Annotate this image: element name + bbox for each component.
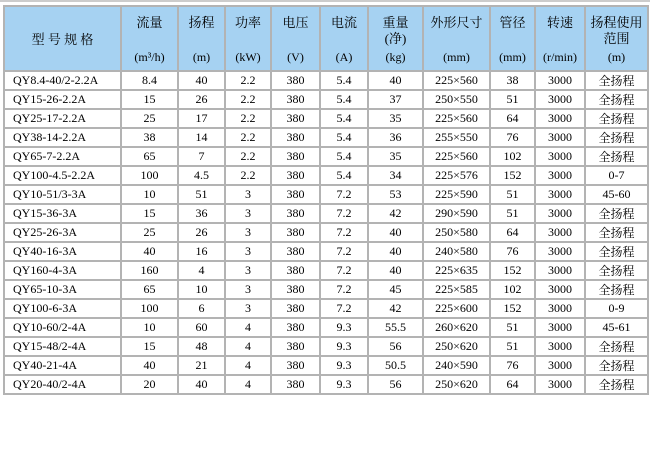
model-cell: QY65-10-3A bbox=[4, 280, 121, 299]
value-cell: 380 bbox=[271, 318, 320, 337]
value-cell: 3000 bbox=[535, 147, 585, 166]
value-cell: 34 bbox=[368, 166, 423, 185]
value-cell: 65 bbox=[121, 147, 178, 166]
value-cell: 40 bbox=[368, 261, 423, 280]
value-cell: 45-60 bbox=[585, 185, 648, 204]
column-label: 外形尺寸 bbox=[430, 15, 483, 30]
column-header-content bbox=[5, 7, 120, 70]
value-cell: 3000 bbox=[535, 223, 585, 242]
value-cell: 380 bbox=[271, 185, 320, 204]
value-cell: 250×620 bbox=[423, 337, 490, 356]
value-cell: 380 bbox=[271, 204, 320, 223]
value-cell: 14 bbox=[178, 128, 225, 147]
column-label: 流量 bbox=[136, 15, 163, 30]
value-cell: 8.4 bbox=[121, 71, 178, 90]
column-label-group bbox=[331, 15, 357, 31]
column-unit: (kW) bbox=[235, 50, 261, 64]
column-unit: (m³/h) bbox=[134, 50, 165, 64]
column-header bbox=[490, 6, 535, 71]
model-cell: QY25-17-2.2A bbox=[4, 109, 121, 128]
value-cell: 全扬程 bbox=[585, 242, 648, 261]
value-cell: 全扬程 bbox=[585, 223, 648, 242]
value-cell: 240×590 bbox=[423, 356, 490, 375]
model-cell: QY20-40/2-4A bbox=[4, 375, 121, 394]
table-row bbox=[4, 71, 648, 90]
value-cell: 50.5 bbox=[368, 356, 423, 375]
value-cell: 3000 bbox=[535, 337, 585, 356]
value-cell: 42 bbox=[368, 299, 423, 318]
value-cell: 3000 bbox=[535, 90, 585, 109]
column-header-content bbox=[536, 7, 584, 70]
value-cell: 4 bbox=[225, 356, 271, 375]
value-cell: 全扬程 bbox=[585, 375, 648, 394]
table-row bbox=[4, 299, 648, 318]
value-cell: 5.4 bbox=[320, 128, 368, 147]
model-cell: QY15-48/2-4A bbox=[4, 337, 121, 356]
value-cell: 45 bbox=[368, 280, 423, 299]
value-cell: 3 bbox=[225, 280, 271, 299]
value-cell: 全扬程 bbox=[585, 90, 648, 109]
value-cell: 380 bbox=[271, 242, 320, 261]
model-cell: QY15-26-2.2A bbox=[4, 90, 121, 109]
value-cell: 4 bbox=[225, 337, 271, 356]
value-cell: 4 bbox=[225, 318, 271, 337]
value-cell: 225×560 bbox=[423, 109, 490, 128]
value-cell: 64 bbox=[490, 375, 535, 394]
value-cell: 35 bbox=[368, 109, 423, 128]
column-header bbox=[320, 6, 368, 71]
column-unit: (A) bbox=[335, 50, 353, 64]
value-cell: 225×560 bbox=[423, 147, 490, 166]
value-cell: 5.4 bbox=[320, 71, 368, 90]
value-cell: 40 bbox=[368, 71, 423, 90]
column-label-group bbox=[235, 15, 261, 31]
value-cell: 380 bbox=[271, 337, 320, 356]
value-cell: 3 bbox=[225, 261, 271, 280]
value-cell: 2.2 bbox=[225, 128, 271, 147]
column-label-group bbox=[282, 15, 308, 31]
value-cell: 225×590 bbox=[423, 185, 490, 204]
value-cell: 3 bbox=[225, 242, 271, 261]
value-cell: 40 bbox=[178, 375, 225, 394]
value-cell: 全扬程 bbox=[585, 261, 648, 280]
value-cell: 3000 bbox=[535, 242, 585, 261]
column-label: 电流 bbox=[330, 15, 357, 30]
value-cell: 60 bbox=[178, 318, 225, 337]
value-cell: 0-7 bbox=[585, 166, 648, 185]
table-row bbox=[4, 185, 648, 204]
value-cell: 36 bbox=[178, 204, 225, 223]
value-cell: 51 bbox=[490, 337, 535, 356]
column-unit: (m) bbox=[192, 50, 211, 64]
value-cell: 380 bbox=[271, 109, 320, 128]
value-cell: 240×580 bbox=[423, 242, 490, 261]
value-cell: 10 bbox=[121, 185, 178, 204]
value-cell: 37 bbox=[368, 90, 423, 109]
column-header-content bbox=[491, 7, 534, 70]
model-cell: QY15-36-3A bbox=[4, 204, 121, 223]
table-row bbox=[4, 356, 648, 375]
value-cell: 290×590 bbox=[423, 204, 490, 223]
value-cell: 2.2 bbox=[225, 166, 271, 185]
value-cell: 38 bbox=[121, 128, 178, 147]
value-cell: 152 bbox=[490, 166, 535, 185]
column-label-group bbox=[382, 15, 408, 47]
value-cell: 380 bbox=[271, 375, 320, 394]
table-row bbox=[4, 90, 648, 109]
value-cell: 42 bbox=[368, 204, 423, 223]
value-cell: 0-9 bbox=[585, 299, 648, 318]
value-cell: 250×620 bbox=[423, 375, 490, 394]
value-cell: 40 bbox=[368, 223, 423, 242]
table-row bbox=[4, 166, 648, 185]
value-cell: 7.2 bbox=[320, 185, 368, 204]
value-cell: 5.4 bbox=[320, 109, 368, 128]
column-unit: (mm) bbox=[443, 50, 470, 64]
column-label-group bbox=[590, 15, 642, 47]
value-cell: 225×635 bbox=[423, 261, 490, 280]
value-cell: 45-61 bbox=[585, 318, 648, 337]
column-header-content bbox=[179, 7, 224, 70]
value-cell: 56 bbox=[368, 337, 423, 356]
column-label-line2: 范围 bbox=[603, 31, 630, 46]
column-header bbox=[368, 6, 423, 71]
value-cell: 10 bbox=[121, 318, 178, 337]
value-cell: 102 bbox=[490, 147, 535, 166]
value-cell: 全扬程 bbox=[585, 204, 648, 223]
model-cell: QY38-14-2.2A bbox=[4, 128, 121, 147]
value-cell: 3 bbox=[225, 299, 271, 318]
column-label-group bbox=[499, 15, 525, 31]
value-cell: 5.4 bbox=[320, 147, 368, 166]
value-cell: 2.2 bbox=[225, 109, 271, 128]
value-cell: 3000 bbox=[535, 280, 585, 299]
column-header bbox=[178, 6, 225, 71]
value-cell: 20 bbox=[121, 375, 178, 394]
column-header bbox=[271, 6, 320, 71]
value-cell: 160 bbox=[121, 261, 178, 280]
model-cell: QY10-60/2-4A bbox=[4, 318, 121, 337]
value-cell: 380 bbox=[271, 71, 320, 90]
value-cell: 152 bbox=[490, 299, 535, 318]
column-label-group bbox=[547, 15, 573, 31]
value-cell: 380 bbox=[271, 280, 320, 299]
value-cell: 全扬程 bbox=[585, 109, 648, 128]
value-cell: 6 bbox=[178, 299, 225, 318]
value-cell: 250×550 bbox=[423, 90, 490, 109]
value-cell: 3 bbox=[225, 185, 271, 204]
value-cell: 3000 bbox=[535, 204, 585, 223]
column-header bbox=[423, 6, 490, 71]
value-cell: 5.4 bbox=[320, 90, 368, 109]
value-cell: 全扬程 bbox=[585, 128, 648, 147]
value-cell: 48 bbox=[178, 337, 225, 356]
value-cell: 64 bbox=[490, 109, 535, 128]
model-cell: QY25-26-3A bbox=[4, 223, 121, 242]
value-cell: 全扬程 bbox=[585, 71, 648, 90]
value-cell: 51 bbox=[490, 185, 535, 204]
value-cell: 9.3 bbox=[320, 318, 368, 337]
column-unit: (r/min) bbox=[543, 50, 577, 64]
column-label-group bbox=[136, 15, 162, 31]
column-header-content bbox=[272, 7, 319, 70]
value-cell: 15 bbox=[121, 90, 178, 109]
column-header-content bbox=[122, 7, 177, 70]
value-cell: 380 bbox=[271, 261, 320, 280]
model-cell: QY100-4.5-2.2A bbox=[4, 166, 121, 185]
table-row bbox=[4, 109, 648, 128]
value-cell: 17 bbox=[178, 109, 225, 128]
value-cell: 225×576 bbox=[423, 166, 490, 185]
value-cell: 250×580 bbox=[423, 223, 490, 242]
value-cell: 7.2 bbox=[320, 204, 368, 223]
value-cell: 36 bbox=[368, 128, 423, 147]
value-cell: 152 bbox=[490, 261, 535, 280]
model-cell: QY8.4-40/2-2.2A bbox=[4, 71, 121, 90]
value-cell: 26 bbox=[178, 223, 225, 242]
column-unit: (mm) bbox=[499, 50, 526, 64]
column-label-group bbox=[188, 15, 214, 31]
value-cell: 51 bbox=[178, 185, 225, 204]
value-cell: 225×560 bbox=[423, 71, 490, 90]
model-cell: QY40-16-3A bbox=[4, 242, 121, 261]
value-cell: 51 bbox=[490, 90, 535, 109]
value-cell: 2.2 bbox=[225, 71, 271, 90]
page-top-rule bbox=[0, 0, 650, 2]
column-label-group bbox=[430, 15, 482, 31]
column-header-content bbox=[424, 7, 489, 70]
value-cell: 76 bbox=[490, 356, 535, 375]
value-cell: 16 bbox=[178, 242, 225, 261]
value-cell: 25 bbox=[121, 109, 178, 128]
column-header bbox=[4, 6, 121, 71]
value-cell: 15 bbox=[121, 337, 178, 356]
value-cell: 40 bbox=[178, 71, 225, 90]
value-cell: 2.2 bbox=[225, 90, 271, 109]
table-row bbox=[4, 280, 648, 299]
value-cell: 3000 bbox=[535, 71, 585, 90]
value-cell: 7.2 bbox=[320, 299, 368, 318]
value-cell: 7.2 bbox=[320, 280, 368, 299]
value-cell: 51 bbox=[490, 204, 535, 223]
column-header-content bbox=[586, 7, 647, 70]
value-cell: 4.5 bbox=[178, 166, 225, 185]
column-header-content bbox=[321, 7, 367, 70]
column-label-group bbox=[32, 32, 94, 48]
value-cell: 64 bbox=[490, 223, 535, 242]
value-cell: 15 bbox=[121, 204, 178, 223]
value-cell: 9.3 bbox=[320, 375, 368, 394]
column-label: 管径 bbox=[499, 15, 526, 30]
value-cell: 21 bbox=[178, 356, 225, 375]
value-cell: 3000 bbox=[535, 128, 585, 147]
value-cell: 260×620 bbox=[423, 318, 490, 337]
table-row bbox=[4, 337, 648, 356]
value-cell: 100 bbox=[121, 166, 178, 185]
value-cell: 380 bbox=[271, 147, 320, 166]
table-row bbox=[4, 204, 648, 223]
value-cell: 3000 bbox=[535, 109, 585, 128]
value-cell: 4 bbox=[178, 261, 225, 280]
value-cell: 7.2 bbox=[320, 242, 368, 261]
column-header bbox=[121, 6, 178, 71]
value-cell: 全扬程 bbox=[585, 337, 648, 356]
value-cell: 5.4 bbox=[320, 166, 368, 185]
table-row bbox=[4, 318, 648, 337]
table-row bbox=[4, 261, 648, 280]
column-label: 型 号 规 格 bbox=[31, 31, 94, 47]
value-cell: 40 bbox=[368, 242, 423, 261]
table-container bbox=[3, 5, 649, 395]
column-header bbox=[225, 6, 271, 71]
table-row bbox=[4, 242, 648, 261]
value-cell: 26 bbox=[178, 90, 225, 109]
pump-specs-table bbox=[3, 5, 649, 395]
column-label: 重量 bbox=[382, 15, 409, 30]
value-cell: 3000 bbox=[535, 166, 585, 185]
value-cell: 40 bbox=[121, 356, 178, 375]
model-cell: QY10-51/3-3A bbox=[4, 185, 121, 204]
model-cell: QY40-21-4A bbox=[4, 356, 121, 375]
value-cell: 76 bbox=[490, 242, 535, 261]
value-cell: 9.3 bbox=[320, 356, 368, 375]
column-label: 扬程 bbox=[188, 15, 215, 30]
column-header bbox=[535, 6, 585, 71]
value-cell: 100 bbox=[121, 299, 178, 318]
value-cell: 380 bbox=[271, 356, 320, 375]
value-cell: 7.2 bbox=[320, 223, 368, 242]
column-label: 电压 bbox=[282, 15, 309, 30]
value-cell: 102 bbox=[490, 280, 535, 299]
model-cell: QY100-6-3A bbox=[4, 299, 121, 318]
value-cell: 全扬程 bbox=[585, 280, 648, 299]
column-header-content bbox=[369, 7, 422, 70]
value-cell: 35 bbox=[368, 147, 423, 166]
value-cell: 3000 bbox=[535, 375, 585, 394]
value-cell: 225×585 bbox=[423, 280, 490, 299]
table-row bbox=[4, 128, 648, 147]
value-cell: 380 bbox=[271, 166, 320, 185]
value-cell: 3 bbox=[225, 204, 271, 223]
value-cell: 40 bbox=[121, 242, 178, 261]
value-cell: 3000 bbox=[535, 185, 585, 204]
value-cell: 25 bbox=[121, 223, 178, 242]
value-cell: 380 bbox=[271, 223, 320, 242]
value-cell: 3000 bbox=[535, 299, 585, 318]
column-unit: (V) bbox=[287, 50, 304, 64]
column-label: 扬程使用 bbox=[590, 15, 643, 30]
value-cell: 380 bbox=[271, 128, 320, 147]
value-cell: 380 bbox=[271, 90, 320, 109]
column-header bbox=[585, 6, 648, 71]
value-cell: 51 bbox=[490, 318, 535, 337]
value-cell: 255×550 bbox=[423, 128, 490, 147]
model-cell: QY65-7-2.2A bbox=[4, 147, 121, 166]
value-cell: 全扬程 bbox=[585, 147, 648, 166]
value-cell: 38 bbox=[490, 71, 535, 90]
value-cell: 2.2 bbox=[225, 147, 271, 166]
value-cell: 4 bbox=[225, 375, 271, 394]
value-cell: 53 bbox=[368, 185, 423, 204]
value-cell: 65 bbox=[121, 280, 178, 299]
value-cell: 7 bbox=[178, 147, 225, 166]
value-cell: 3000 bbox=[535, 261, 585, 280]
value-cell: 225×600 bbox=[423, 299, 490, 318]
column-unit: (m) bbox=[607, 50, 626, 64]
header-row bbox=[4, 6, 648, 71]
column-label: 功率 bbox=[234, 15, 261, 30]
table-row bbox=[4, 375, 648, 394]
column-label: 转速 bbox=[546, 15, 573, 30]
value-cell: 76 bbox=[490, 128, 535, 147]
value-cell: 3 bbox=[225, 223, 271, 242]
value-cell: 3000 bbox=[535, 318, 585, 337]
value-cell: 全扬程 bbox=[585, 356, 648, 375]
value-cell: 7.2 bbox=[320, 261, 368, 280]
column-label-line2: (净) bbox=[384, 31, 407, 46]
value-cell: 380 bbox=[271, 299, 320, 318]
table-row bbox=[4, 147, 648, 166]
value-cell: 56 bbox=[368, 375, 423, 394]
value-cell: 10 bbox=[178, 280, 225, 299]
value-cell: 55.5 bbox=[368, 318, 423, 337]
model-cell: QY160-4-3A bbox=[4, 261, 121, 280]
column-header-content bbox=[226, 7, 270, 70]
value-cell: 3000 bbox=[535, 356, 585, 375]
table-row bbox=[4, 223, 648, 242]
value-cell: 9.3 bbox=[320, 337, 368, 356]
column-unit: (kg) bbox=[385, 50, 406, 64]
